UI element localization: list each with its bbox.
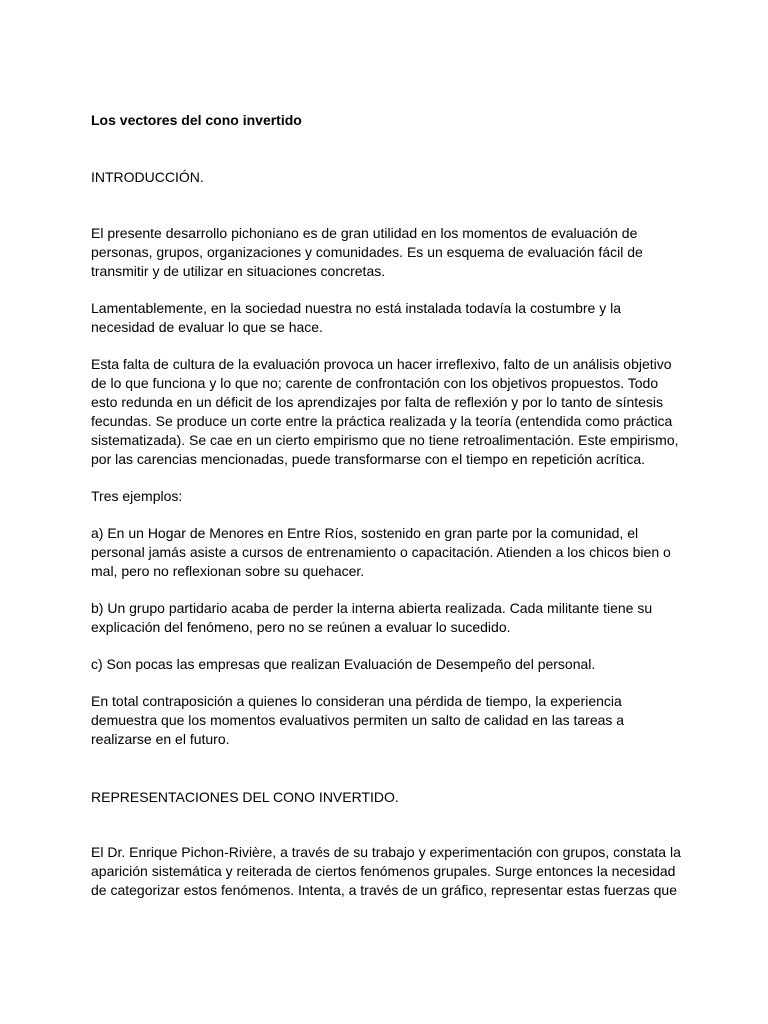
paragraph-4: Tres ejemplos: <box>91 488 183 504</box>
paragraph-7: c) Son pocas las empresas que realizan Evaluación de Desempeño del personal. <box>91 656 596 672</box>
paragraph-2: Lamentablemente, en la sociedad nuestra no está instalada todavía la costumbre y la necesidad de evaluar lo que se hace. <box>91 300 621 335</box>
intro-heading: INTRODUCCIÓN. <box>91 169 204 185</box>
paragraph-6: b) Un grupo partidario acaba de perder la interna abierta realizada. Cada militante tiene su explicación del fenómeno, pero no se reúnen a evaluar lo sucedido. <box>91 600 653 635</box>
paragraph-8: En total contraposición a quienes lo consideran una pérdida de tiempo, la experiencia demuestra que los momentos evaluativos permiten un salto de calidad en las tareas a realizarse en el futuro. <box>91 693 625 747</box>
section-heading: REPRESENTACIONES DEL CONO INVERTIDO. <box>91 789 399 805</box>
paragraph-3: Esta falta de cultura de la evaluación provoca un hacer irreflexivo, falto de un análisis objetivo de lo que funciona y lo que no; carente de confrontación con los objetivos propuestos. Todo esto redunda en un déficit de los aprendizajes por falta de reflexión y por lo tanto de síntesis fecundas. Se produce un corte entre la práctica realizada y la teoría (entendida como práctica sistematizada). Se cae en un cierto empirismo que no tiene retroalimentación. Este empirismo, por las carencias mencionadas, puede transformarse con el tiempo en repetición acrítica. <box>91 356 679 467</box>
document-title: Los vectores del cono invertido <box>91 112 302 128</box>
paragraph-1: El presente desarrollo pichoniano es de gran utilidad en los momentos de evaluación de personas, grupos, organizaciones y comunidades. Es un esquema de evaluación fácil de transmitir y de utilizar en situaciones concretas. <box>91 225 643 279</box>
paragraph-5: a) En un Hogar de Menores en Entre Ríos, sostenido en gran parte por la comunidad, el personal jamás asiste a cursos de entrenamiento o capacitación. Atienden a los chicos bien o mal, pero no reflexionan sobre su quehacer. <box>91 525 671 579</box>
section-paragraph: El Dr. Enrique Pichon-Rivière, a través de su trabajo y experimentación con grupos, constata la aparición sistemática y reiterada de ciertos fenómenos grupales. Surge entonces la necesidad de categorizar estos fenómenos. Intenta, a través de un gráfico, representar estas fuerzas que <box>91 844 681 898</box>
